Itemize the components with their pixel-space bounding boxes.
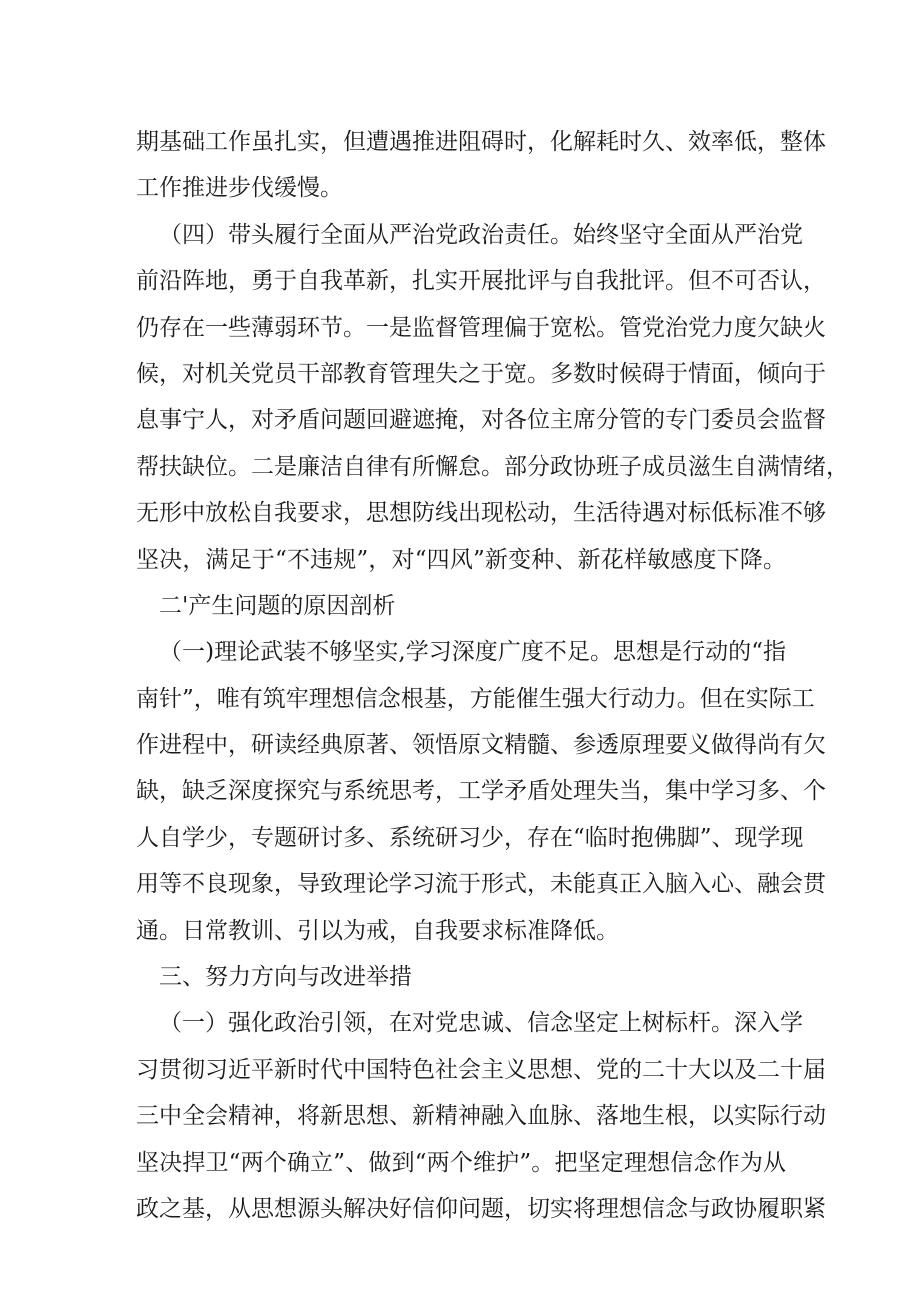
section-title: 三、努力方向与改进举措 xyxy=(159,964,412,991)
paragraph-line: 候，对机关党员干部教育管理失之于宽。多数时候碍于情面，倾向于 xyxy=(136,360,826,387)
paragraph-line: 习贯彻习近平新时代中国特色社会主义思想、党的二十大以及二十届 xyxy=(136,1056,826,1083)
paragraph-line: 无形中放松自我要求，思想防线出现松动，生活待遇对标低标准不够 xyxy=(136,500,826,527)
paragraph-line: 前沿阵地，勇于自我革新，扎实开展批评与自我批评。但不可否认， xyxy=(136,268,826,295)
document-body xyxy=(136,119,849,1232)
paragraph-line: 南针”，唯有筑牢理想信念根基，方能催生强大行动力。但在实际工 xyxy=(136,685,815,712)
paragraph-line: 通。日常教训、引以为戒，自我要求标准降低。 xyxy=(136,917,619,944)
section-heading-line: （一）强化政治引领，在对党忠诚、信念坚定上树标杆。深入学 xyxy=(159,1010,803,1037)
paragraph-line: 作进程中，研读经典原著、领悟原文精髓、参透原理要义做得尚有欠 xyxy=(136,732,826,759)
paragraph-line: 缺，缺乏深度探究与系统思考，工学矛盾处理失当，集中学习多、个 xyxy=(136,778,826,805)
paragraph-line: 仍存在一些薄弱环节。一是监督管理偏于宽松。管党治党力度欠缺火 xyxy=(136,314,826,341)
section-title: 二'产生问题的原因剖析 xyxy=(159,592,396,619)
section-heading-line: （四）带头履行全面从严治党政治责任。始终坚守全面从严治党 xyxy=(159,221,803,248)
paragraph-line: 三中全会精神，将新思想、新精神融入血脉、落地生根，以实际行动 xyxy=(136,1103,826,1130)
paragraph-line: 工作推进步伐缓慢。 xyxy=(136,175,343,202)
paragraph-line: 人自学少，专题研讨多、系统研习少，存在“临时抱佛脚”、现学现 xyxy=(136,824,804,851)
paragraph-line: 期基础工作虽扎实，但遭遇推进阻碍时，化解耗时久、效率低，整体 xyxy=(136,129,826,155)
paragraph-line: 坚决捍卫“两个确立”、做到“两个维护”。把坚定理想信念作为从 xyxy=(136,1149,786,1176)
paragraph-line: 坚决，满足于“不违规”，对“四风”新变种、新花样敏感度下降。 xyxy=(136,546,786,573)
paragraph-line: 息事宁人，对矛盾问题回避遮掩，对各位主席分管的专门委员会监督 xyxy=(136,407,826,434)
paragraph-line: 帮扶缺位。二是廉洁自律有所懈怠。部分政协班子成员滋生自满情绪， xyxy=(136,453,849,480)
paragraph-line: 用等不良现象，导致理论学习流于形式，未能真正入脑入心、融会贯 xyxy=(136,871,826,898)
paragraph-line: 政之基，从思想源头解决好信仰问题，切实将理想信念与政协履职紧 xyxy=(136,1195,826,1222)
section-heading-line: （一)理论武装不够坚实,学习深度广度不足。思想是行动的“指 xyxy=(159,639,786,666)
